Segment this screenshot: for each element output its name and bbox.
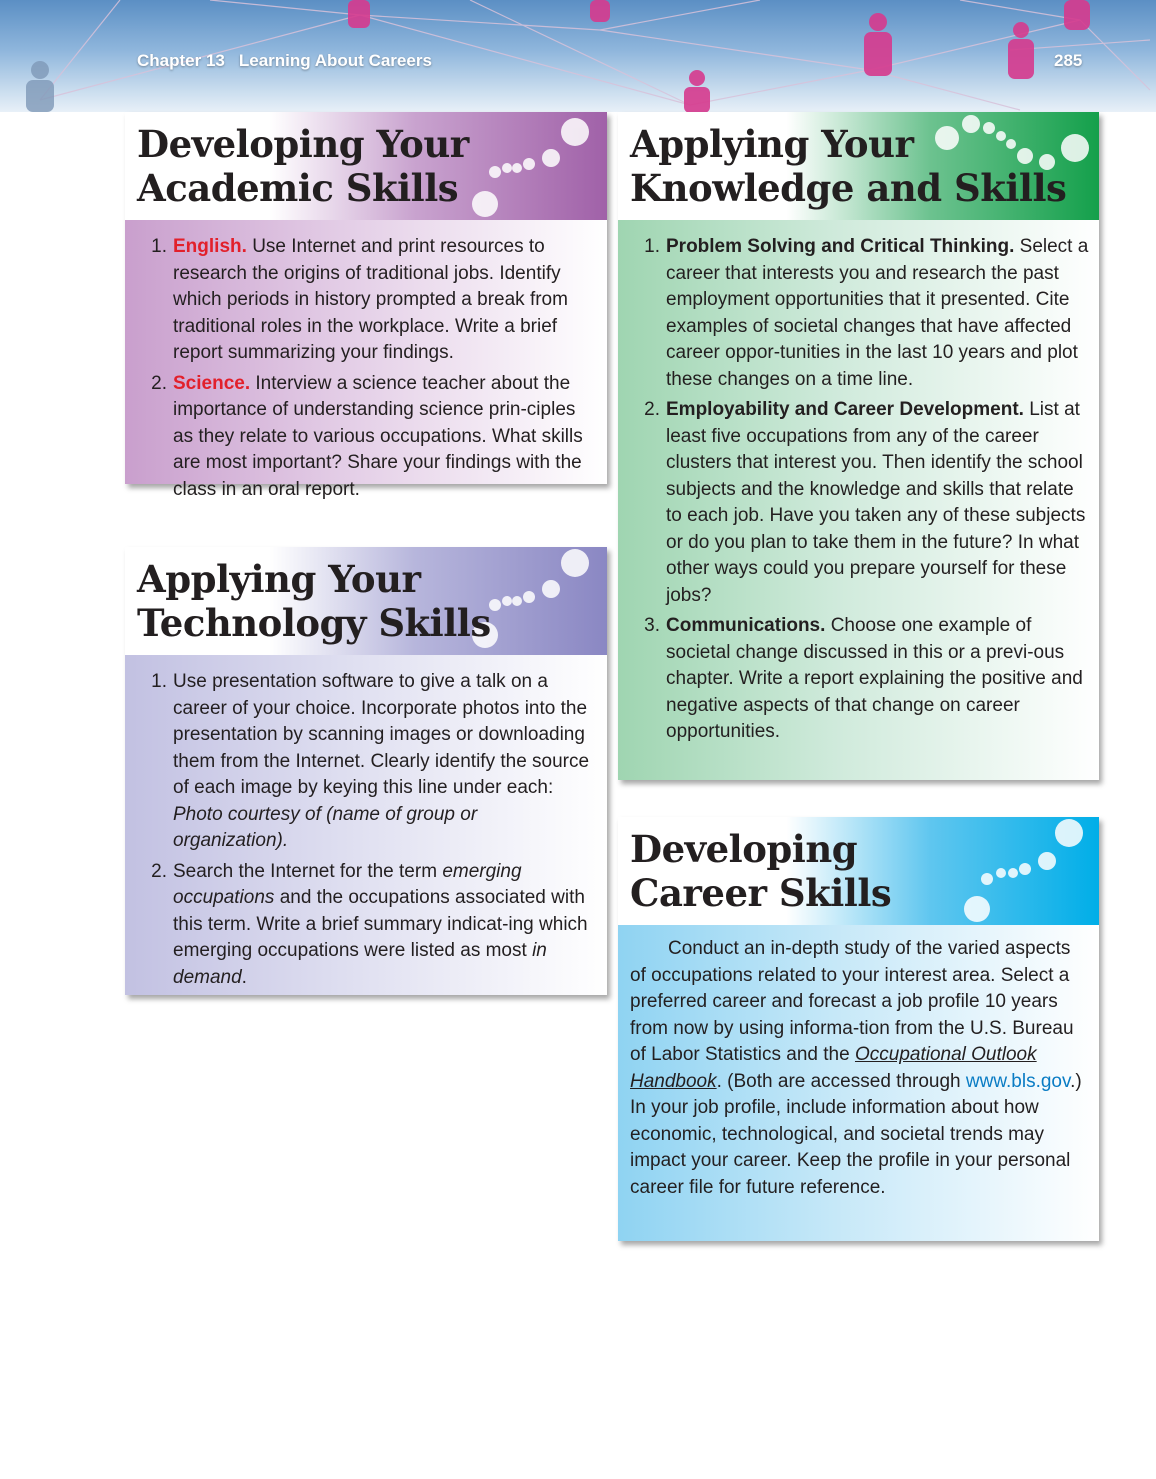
item-label: Employability and Career Development. [666, 399, 1024, 420]
academic-skills-heading [137, 122, 469, 210]
item-number: 3. [644, 615, 660, 636]
chapter-title: Learning About Careers [238, 51, 432, 70]
list-item [143, 371, 597, 504]
list-item [143, 234, 597, 367]
item-label: Problem Solving and Critical Thinking. [666, 236, 1015, 257]
item-text: Use Internet and print resources to research the origins of traditional jobs. Identify which periods in history prompted a break from traditional roles in the workplace. Write a brief report summarizing your findings. [173, 236, 568, 363]
item-italic-text: Photo courtesy of (name of group or organization). [173, 803, 478, 851]
list-item [636, 613, 1089, 746]
item-label: English. [173, 236, 247, 257]
knowledge-skills-box [618, 112, 1099, 780]
technology-skills-header [125, 547, 607, 655]
bls-website-link[interactable]: www.bls.gov [965, 1070, 1071, 1092]
item-italic-text: emerging occupations [173, 860, 522, 908]
item-number: 2. [151, 860, 167, 882]
item-text: Search the Internet for the term [173, 860, 438, 882]
heading-line-2: Career Skills [630, 871, 892, 915]
technology-skills-heading [137, 557, 491, 645]
knowledge-skills-header [618, 112, 1099, 220]
page-number: 285 [1054, 51, 1083, 70]
heading-line-2: Knowledge and Skills [630, 166, 1067, 210]
academic-skills-list [143, 234, 597, 503]
knowledge-skills-body [618, 220, 1099, 780]
item-text: Interview a science teacher about the importance of understanding science prin-ciples as they relate to various occupations. What skills are most important? Share your findings with the class in an oral report. [173, 372, 583, 500]
item-number: 2. [644, 399, 660, 420]
academic-skills-header [125, 112, 607, 220]
paragraph-text: . (Both are accessed through [716, 1070, 961, 1092]
knowledge-skills-heading [630, 122, 1066, 210]
heading-line-1: Applying Your [630, 122, 914, 166]
item-text: Select a career that interests you and research the past employment opportunities that it presented. Cite examples of societal changes that have affected career oppor-tunities in the last 10 years and plot these changes on a time line. [666, 236, 1089, 390]
list-item [143, 859, 597, 992]
technology-skills-body [125, 655, 607, 995]
item-italic-text: in demand [173, 940, 547, 988]
item-text: Choose one example of societal change discussed in this or a previ-ous chapter. Write a report explaining the positive and negative aspects of that change on career opportunities. [666, 615, 1083, 742]
list-item [143, 669, 597, 855]
item-number: 2. [151, 372, 167, 394]
chapter-header-banner [0, 0, 1156, 112]
item-label: Science. [173, 372, 251, 394]
bubbles-decoration-icon [959, 817, 1099, 925]
heading-line-2: Technology Skills [137, 601, 491, 645]
academic-skills-box [125, 112, 607, 500]
item-label: Communications. [666, 615, 826, 636]
career-skills-box [618, 817, 1099, 1241]
item-text: List at least five occupations from any of the career clusters that interest you. Then identify the school subjects and the knowledge and skills that relate to each job. Have you taken any of these subjects or do you plan to take them in the future? In what other ways could you prepare yourself for these jobs? [666, 399, 1086, 606]
running-header [137, 51, 432, 71]
list-item [636, 234, 1089, 393]
item-number: 1. [151, 671, 167, 692]
heading-line-1: Developing Your [137, 122, 469, 166]
technology-skills-box [125, 547, 607, 995]
paragraph-text: Conduct an in-depth study of the varied aspects of occupations related to your interest area. Select a preferred career and forecast a job profile 10 years from now by using informa-tion from the U.S. Bureau of Labor Statistics and the [630, 938, 1074, 1065]
career-skills-heading [630, 827, 891, 915]
list-item [636, 397, 1089, 609]
handbook-title: Occupational Outlook Handbook [630, 1044, 1037, 1092]
bubbles-decoration-icon [467, 112, 607, 220]
heading-line-2: Academic Skills [137, 166, 459, 210]
paragraph-text: .) In your job profile, include information about how economic, technological, and societal trends may impact your career. Keep the profile in your personal career file for future reference. [630, 1070, 1082, 1198]
academic-skills-body [125, 220, 607, 500]
career-skills-body [618, 925, 1099, 1241]
technology-skills-list [143, 669, 597, 991]
item-text: . [241, 966, 247, 988]
item-number: 1. [644, 236, 660, 257]
career-skills-paragraph [630, 936, 1085, 1201]
knowledge-skills-list [636, 234, 1089, 746]
item-number: 1. [151, 236, 167, 257]
item-text: and the occupations associated with this term. Write a brief summary indicat-ing which emerging occupations were listed as most [173, 887, 588, 961]
heading-line-1: Applying Your [137, 557, 421, 601]
heading-line-1: Developing [630, 827, 858, 871]
chapter-number: Chapter 13 [137, 51, 225, 70]
item-text: Use presentation software to give a talk on a career of your choice. Incorporate photos into the presentation by scanning images or downloading them from the Internet. Clearly identify the source of each image by keying this line under each: [173, 671, 590, 798]
career-skills-header [618, 817, 1099, 925]
